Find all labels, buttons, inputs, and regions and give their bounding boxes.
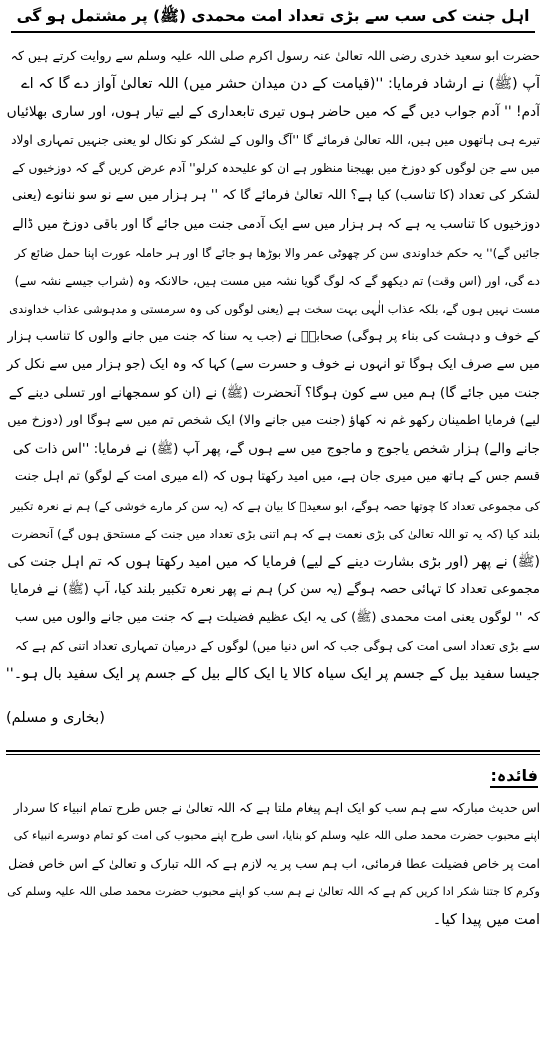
section-divider [6,750,540,752]
hadith-line: میں سے صرف ایک ہوگا تو انہوں نے خوف و حسرت سے) کہا کہ وہ ایک (جو ہزار میں سے نکل کر [6,357,540,373]
hadith-line: لشکر کی تعداد (کا تناسب) کیا ہے؟ اللہ تعالیٰ فرمائے گا کہ '' ہر ہزار میں سے نو سو ننانوے (یعنی [11,188,540,204]
fawaid-heading: فائدہ: [490,766,538,788]
hadith-line: آپ (ﷺ) نے ارشاد فرمایا: ''(قیامت کے دن میدان حشر میں) اللہ تعالیٰ آواز دے گا کہ اے [21,76,540,93]
hadith-line: سے بڑی تعداد اسی امت کی ہوگی جب کہ اس دنیا میں) لوگوں کے درمیان تمہاری تعداد اتنی کم ہے کہ [15,638,540,653]
fawaid-line: وکرم کا جتنا شکر ادا کریں کم ہے کہ اللہ تعالیٰ نے ہم سب کو اپنے محبوب حضرت محمد صلی اللہ علیہ وسلم کی [7,885,540,899]
hadith-line: کی مجموعی تعداد کا چوتھا حصہ ہوگے، ابو سعیدؓ کا بیان ہے کہ (یہ سن کر مارے خوشی کے) ہم نے نعرہ تکبیر [10,498,540,513]
hadith-line: دوزخیوں کا تناسب یہ ہے کہ ہر ہزار میں سے ایک آدمی جنت میں جائے گا اور باقی دوزخ میں ڈالے [12,216,540,232]
hadith-line: دے گی، اور (اس وقت) تم دیکھو گے کہ لوگ گویا نشہ میں مست ہیں، حالانکہ وہ (شراب جیسے نشہ سے) [14,273,540,288]
hadith-line: کے خوف و دہشت کی بناء پر ہوگی) صحابہؓ نے (جب یہ سنا کہ جنت میں جانے والوں کا تناسب ہزار [7,328,540,344]
section-divider-thin [6,754,540,755]
hadith-line: مست نہیں ہوں گے، بلکہ عذاب الٰہی بہت سخت ہے (یعنی لوگوں کی وہ سرمستی و مدہوشی عذاب خداوندی [9,301,540,316]
fawaid-line: اپنے محبوب حضرت محمد صلی اللہ علیہ وسلم کو بنایا، اسی طرح اپنے محبوب کی امت کو تمام دوسرے انبیاء کی [13,829,540,843]
hadith-line: (ﷺ) نے پھر (اور بڑی بشارت دینے کے لیے) فرمایا کہ میں امید رکھتا ہوں کہ تم اہل جنت کی [7,553,540,570]
hadith-line: جانے والے) ہزار شخص یاجوج و ماجوج میں سے ہوں گے، پھر آپ (ﷺ) نے فرمایا: ''اس ذات کی [12,441,540,458]
hadith-line: جنت میں جائے گا) ہم میں سے کون ہوگا؟ آنحضرت (ﷺ) نے (ان کو سمجھانے اور تسلی دینے کے [8,385,540,402]
fawaid-line: امت پر خاص فضیلت عطا فرمائی، اب ہم سب پر یہ لازم ہے کہ اللہ تبارک و تعالیٰ کے اس خاص فضل [8,856,540,872]
page-title: اہل جنت کی سب سے بڑی تعداد امت محمدی (ﷺ) پر مشتمل ہو گی [11,6,536,33]
hadith-line: جیسا سفید بیل کے جسم پر ایک سیاہ کالا یا ایک کالے بیل کے جسم پر ایک سفید بال ہو۔'' [6,666,540,683]
hadith-line: جائیں گے)'' یہ حکم خداوندی سن کر چھوٹی عمر والا بوڑھا ہو جائے گا اور ہر حاملہ عورت اپنا حمل ضائع کر [14,245,540,260]
hadith-line: مجموعی تعداد کا تہائی حصہ ہوگے (یہ سن کر) ہم نے پھر نعرہ تکبیر بلند کیا، آپ (ﷺ) نے فرمایا [10,581,540,597]
hadith-line: لیے) فرمایا اطمینان رکھو غم نہ کھاؤ (جنت میں جانے والا) ایک شخص تم میں سے ہوگا اور (دوزخ میں [7,413,540,429]
hadith-line: حضرت ابو سعید خدری رضی اللہ تعالیٰ عنہ رسول اکرم صلی اللہ علیہ وسلم سے روایت کرتے ہیں کہ [10,48,540,63]
hadith-line: بلند کیا (کہ یہ تو اللہ تعالیٰ کی بڑی نعمت ہے کہ ہم اتنی بڑی تعداد میں جنت کے مستحق ہوں گے) آنحضرت [11,526,540,541]
hadith-line: قسم جس کے ہاتھ میں میری جان ہے، میں امید رکھتا ہوں کہ (اے میری امت کے لوگو) تم اہل جنت [14,469,540,485]
title-container [0,6,546,33]
hadith-line: تیرے ہی ہاتھوں میں ہیں، اللہ تعالیٰ فرمائے گا ''آگ والوں کے لشکر کو نکال لو یعنی جنہیں تمہاری اولاد [11,133,540,148]
hadith-line: میں سے جن لوگوں کو دوزخ میں بھیجنا منظور ہے ان کو علیحدہ کرلو'' آدم عرض کریں گے کہ دوزخیوں کے [11,161,540,176]
hadith-reference: (بخاری و مسلم) [6,710,105,726]
hadith-line: کہ '' لوگوں یعنی امت محمدی (ﷺ) کی یہ ایک عظیم فضیلت ہے کہ جنت میں جانے والوں میں سب [15,609,540,625]
hadith-text [6,42,540,688]
hadith-line: آدم! '' آدم جواب دیں گے کہ میں حاضر ہوں تیری تابعداری کے لیے تیار ہوں، اور ساری بھلائیاں [6,104,540,121]
fawaid-text [6,794,540,934]
fawaid-line: امت میں پیدا کیا۔ [432,912,540,929]
fawaid-line: اس حدیث مبارکہ سے ہم سب کو ایک اہم پیغام ملتا ہے کہ اللہ تعالیٰ نے جس طرح تمام انبیاء کا سردار [13,801,540,815]
